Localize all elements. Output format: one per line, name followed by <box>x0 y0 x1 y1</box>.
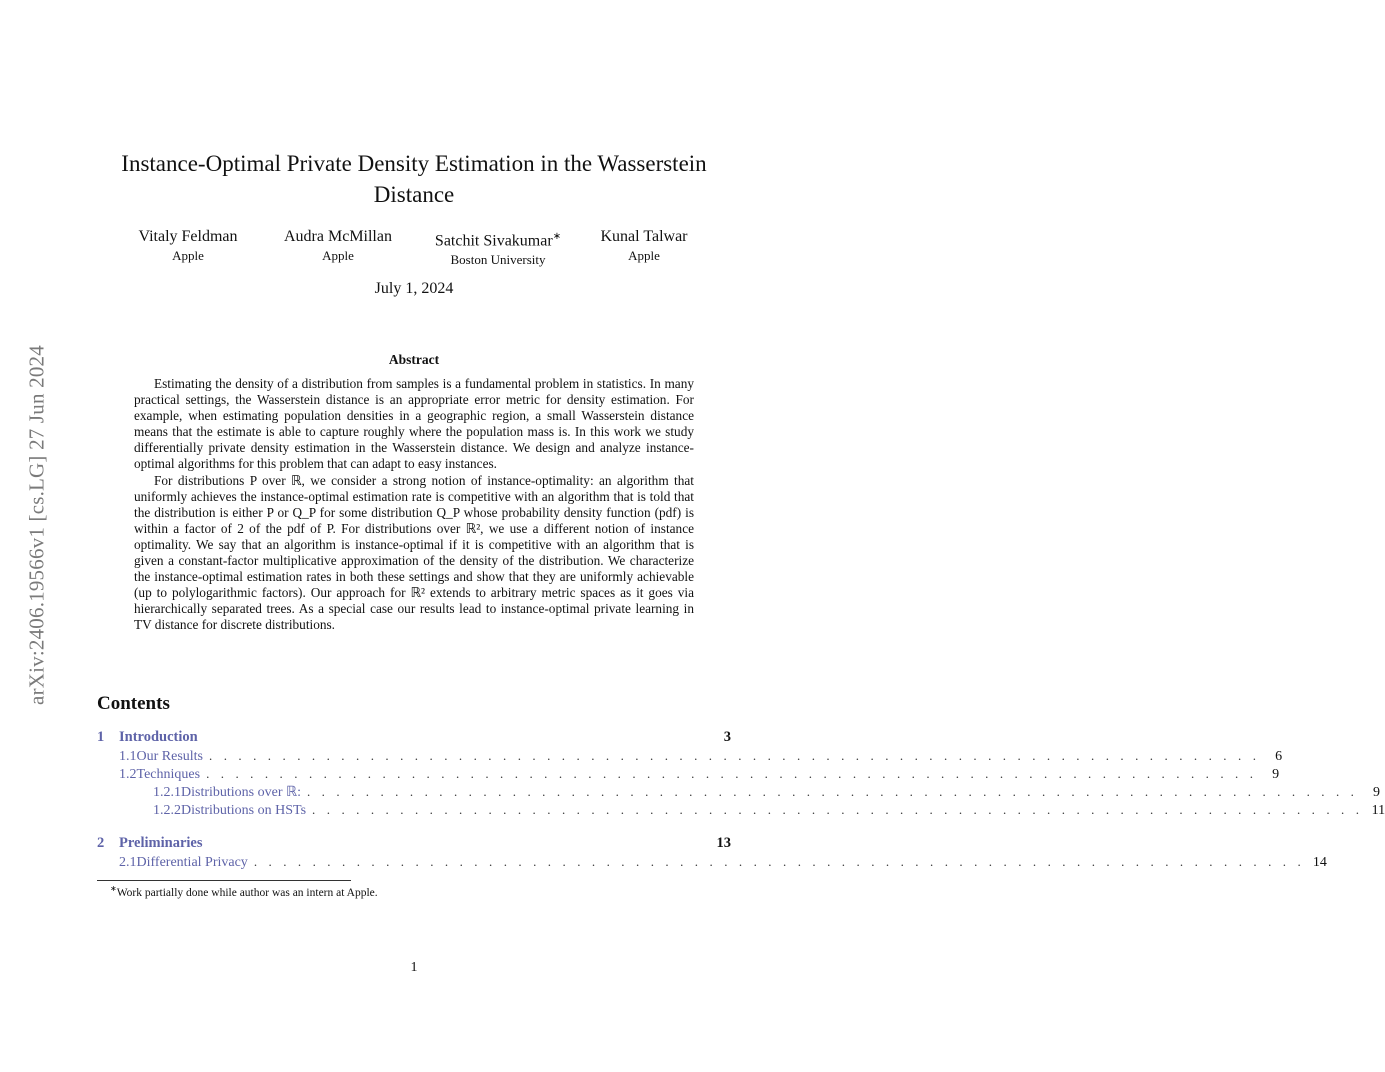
toc-page: 9 <box>1272 767 1280 782</box>
abstract-body <box>134 376 694 634</box>
toc-entry-distributions-on-hsts[interactable] <box>153 802 1385 820</box>
arxiv-identifier: arXiv:2406.19566v1 [cs.LG] 27 Jun 2024 <box>24 345 49 705</box>
author-affiliation: Boston University <box>450 252 546 268</box>
footnote-mark: ∗ <box>552 231 562 242</box>
toc-entry-techniques[interactable] <box>119 766 1280 784</box>
footnote-rule <box>97 880 351 881</box>
paper-title: Instance-Optimal Private Density Estimation in the Wasserstein Distance <box>121 151 707 207</box>
footnote-text: Work partially done while author was an intern at Apple. <box>116 886 378 899</box>
toc-page: 3 <box>723 729 731 745</box>
toc-page: 14 <box>1312 855 1327 870</box>
abstract-paragraph-1: Estimating the density of a distribution from samples is a fundamental problem in statistics. In many practical settings, the Wasserstein distance is an appropriate error metric for density estimation. For example, when estimating population densities in a geographic region, a small Wasserstein distance means that the estimate is able to capture roughly where the population mass is. In this work we study differentially private density estimation in the Wasserstein distance. We design and analyze instance-optimal algorithms for this problem that can adapt to easy instances. <box>134 376 694 472</box>
toc-number: 2.1 <box>119 855 137 870</box>
publication-date: July 1, 2024 <box>374 280 454 297</box>
toc-number: 1.2 <box>119 767 137 782</box>
toc-number: 1.2.2 <box>153 803 181 818</box>
toc-label[interactable]: Differential Privacy <box>136 855 248 870</box>
arxiv-sidebar <box>24 290 50 760</box>
author-3 <box>422 227 574 269</box>
toc-entry-preliminaries[interactable] <box>97 835 731 853</box>
toc-leader-dots: . . . . . . . . . . . . . . . . . . . . . . . . . . . . . . . . . . . . . . . . . . . . . . . . . . . . . . . . . . . . . . . . . . . . . . . . <box>253 854 1305 869</box>
toc-leader-dots: . . . . . . . . . . . . . . . . . . . . . . . . . . . . . . . . . . . . . . . . . . . . . . . . . . . . . . . . . . . . . . . . . . . . . . . . <box>312 802 1364 817</box>
author-name: Vitaly Feldman <box>138 228 238 245</box>
toc-number: 1.2.1 <box>153 785 181 800</box>
abstract-heading: Abstract <box>388 352 440 367</box>
toc-page: 6 <box>1275 749 1283 764</box>
abstract-paragraph-2: For distributions P over ℝ, we consider a strong notion of instance-optimality: an algorithm that uniformly achieves the instance-optimal estimation rate is competitive with an algorithm that is told that the distribution is either P or Q_P for some distribution Q_P whose probability density function (pdf) is within a factor of 2 of the pdf of P. For distributions over ℝ², we use a different notion of instance optimality. We say that an algorithm is instance-optimal if it is competitive with an algorithm that is given a constant-factor multiplicative approximation of the density of the distribution. We characterize the instance-optimal estimation rates in both these settings and show that they are uniformly achievable (up to polylogarithmic factors). Our approach for ℝ² extends to arbitrary metric spaces as it goes via hierarchically separated trees. As a special case our results lead to instance-optimal private learning in TV distance for discrete distributions. <box>134 472 694 633</box>
toc-page: 13 <box>716 835 731 851</box>
toc-number: 2 <box>97 835 105 851</box>
page-number: 1 <box>410 960 418 975</box>
toc-leader-dots: . . . . . . . . . . . . . . . . . . . . . . . . . . . . . . . . . . . . . . . . . . . . . . . . . . . . . . . . . . . . . . . . . . . . . . . . <box>306 784 1359 799</box>
toc-label[interactable]: Preliminaries <box>119 835 203 851</box>
toc-label[interactable]: Distributions over ℝ: <box>181 785 301 800</box>
author-name: Satchit Sivakumar∗ <box>434 231 562 250</box>
toc-entry-our-results[interactable] <box>119 748 1283 766</box>
toc-page: 11 <box>1371 803 1385 818</box>
author-affiliation: Apple <box>172 248 204 263</box>
toc-entry-distributions-over-r[interactable] <box>153 784 1381 802</box>
toc-entry-differential-privacy[interactable] <box>119 854 1327 872</box>
author-affiliation: Apple <box>322 248 354 263</box>
footnote-mark: ∗ <box>110 884 117 893</box>
toc-label[interactable]: Distributions on HSTs <box>181 803 307 818</box>
toc-number: 1.1 <box>119 749 137 764</box>
toc-leader-dots: . . . . . . . . . . . . . . . . . . . . . . . . . . . . . . . . . . . . . . . . . . . . . . . . . . . . . . . . . . . . . . . . . . . . . . . . <box>206 766 1258 781</box>
author-name: Kunal Talwar <box>600 228 688 245</box>
toc-page: 9 <box>1373 785 1381 800</box>
author-block <box>96 227 732 271</box>
footnote <box>110 884 378 899</box>
toc-label[interactable]: Our Results <box>136 749 203 764</box>
toc-leader-dots: . . . . . . . . . . . . . . . . . . . . . . . . . . . . . . . . . . . . . . . . . . . . . . . . . . . . . . . . . . . . . . . . . . . . . . . . <box>209 748 1261 763</box>
author-1 <box>116 227 260 265</box>
author-4 <box>580 227 708 265</box>
toc-label[interactable]: Techniques <box>136 767 201 782</box>
contents-heading: Contents <box>97 693 170 714</box>
toc-number: 1 <box>97 729 105 745</box>
toc-entry-introduction[interactable] <box>97 729 731 747</box>
author-affiliation: Apple <box>628 248 660 263</box>
toc-label[interactable]: Introduction <box>119 729 198 745</box>
author-name: Audra McMillan <box>284 228 392 245</box>
author-2 <box>266 227 410 265</box>
